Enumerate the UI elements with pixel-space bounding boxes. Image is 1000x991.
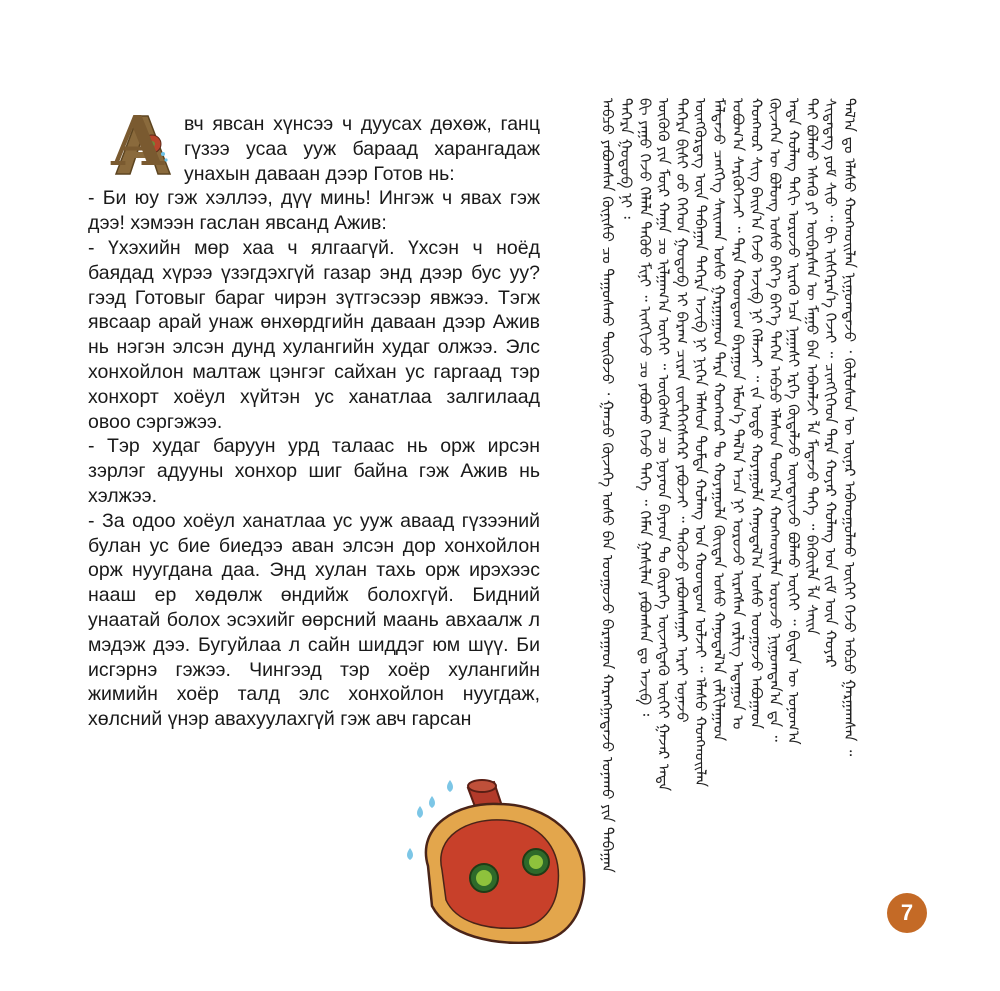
mongolian-column: ᠦᠬᠦᠬᠦ ᠶᠢᠨ ᠮᠥᠷ ᠬᠠᠭᠠ ᠴᠤ ᠢᠯᠭᠠᠭ᠎ᠠ ᠦᠭᠡᠢ ᠃ ᠦᠬᠦᠭᠰᠡᠨ ᠴᠤ ᠨᠣᠶᠠᠳ ᠪᠠᠶᠠᠳ ᠲᠤ ᠬᠦᠷᠡᠭᠡ ᠦᠵᠡᠭᠳᠡᠬᠦ ᠦᠭᠡᠢ ᠭᠠᠵᠠᠷ ᠡᠨᠳᠡ [654, 98, 673, 792]
opening-paragraph: вч явсан хүнсээ ч дуусах дөхөж, ганц гүзээ усаа ууж бараад харангадаж унахын даваан дээр Готов нь: [184, 113, 540, 185]
mongolian-column: ᠳᠡᠭᠡᠷᠡ ᠪᠢᠰᠢ ᠤᠤ ᠭᠡᠭᠡᠳ ᠭᠣᠲᠣᠪ ᠢ ᠪᠠᠷᠠᠭ ᠴᠢᠷᠡᠨ ᠵᠦᠲᠭᠡᠭᠰᠡᠭᠡᠷ ᠶᠠᠪᠤᠵᠠᠢ ᠃ ᠲᠡᠭᠦᠵᠦ ᠶᠠᠪᠤᠭᠰᠠᠭᠠᠷ ᠠᠷᠠᠢ ᠤᠨᠠᠵᠤ [672, 98, 691, 723]
mongolian-column: ᠥᠩᠬᠥᠷᠳᠡᠭ ᠦᠨ ᠳᠠᠪᠠᠭᠠᠨ ᠳᠡᠭᠡᠷᠡ ᠠᠵᠢᠪ ᠨᠢ ᠨᠢᠭᠡᠨ ᠡᠯᠡᠰᠦᠨ ᠳᠤᠮᠳᠠ ᠬᠤᠯᠠᠩ ᠤᠨ ᠬᠤᠳᠳᠤᠭ ᠣᠯᠵᠠᠢ ᠃ ᠡᠯᠡᠰᠦ ᠬᠣᠩᠬᠣᠢᠯᠠᠨ [691, 98, 710, 788]
pot-illustration [398, 766, 590, 944]
mongolian-column: ᠣᠪᠤᠭ᠎ᠠ ᠰᠡᠷᠭᠦᠭᠡᠵᠡᠢ ᠃ ᠲᠡᠷᠡ ᠬᠤᠳᠳᠤᠭ ᠪᠠᠷᠠᠭᠤᠨ ᠡᠮᠦᠨ᠎ᠡ ᠲᠠᠯ᠎ᠠ ᠠᠴᠠ ᠨᠢ ᠣᠷᠣᠵᠤ ᠢᠷᠡᠭᠰᠡᠨ ᠵᠡᠷᠯᠢᠭ ᠠᠳᠠᠭᠤᠨ ᠤ [728, 98, 747, 730]
gourd-flask-icon [398, 766, 590, 944]
story-paragraph: - Тэр худаг баруун урд талаас нь орж ирсэн зэрлэг адууны хонхор шиг байна гэж Ажив нь хэлжээ. [88, 435, 540, 507]
cyrillic-story-text [88, 102, 540, 732]
dropcap-letter: А [110, 102, 166, 182]
page-number-badge: 7 [887, 893, 927, 933]
mongolian-column: ᠡᠨᠳᠡ ᠬᠤᠯᠠᠩ ᠲᠠᠬᠢ ᠣᠷᠣᠵᠤ ᠢᠷᠡᠬᠦ ᠡᠴᠡ ᠨᠠᠭᠠᠰᠢ ᠡᠷᠭᠡ ᠬᠥᠳᠡᠯᠵᠦ ᠥᠨᠳᠡᠢᠵᠦ ᠪᠣᠯᠬᠤ ᠦᠭᠡᠢ ᠃ ᠪᠢᠳᠡᠨ ᠦ ᠤᠨᠤᠭ᠎ᠠ [784, 98, 803, 745]
mongolian-column: ᠬᠣᠩᠬᠣᠷ ᠰᠢᠭ ᠪᠠᠢᠨ᠎ᠠ ᠭᠡᠵᠦ ᠠᠵᠢᠪ ᠨᠢ ᠬᠡᠯᠡᠵᠡᠢ ᠃ ᠵᠠ ᠣᠳᠣ ᠬᠣᠶᠠᠭᠤᠯᠠ ᠬᠠᠨᠤᠲᠠᠯ᠎ᠠ ᠤᠰᠤ ᠤᠤᠭᠤᠵᠤ ᠠᠪᠤᠭᠠᠳ [747, 98, 766, 729]
mongolian-column: ᠪᠢ ᠶᠠᠭᠤ ᠭᠡᠵᠦ ᠬᠡᠯᠡᠯᠡ ᠳᠡᠭᠦᠦ ᠮᠢᠨᠢ ᠃ ᠢᠩᠭᠢᠵᠦ ᠴᠤ ᠶᠠᠪᠤᠬᠤ ᠭᠡᠵᠦ ᠳᠡᠭᠡ ᠃ ᠬᠡᠮᠡᠨ ᠭᠠᠰᠢᠯᠠᠨ ᠶᠠᠪᠤᠭᠰᠠᠨ ᠳᠤ ᠠᠵᠢᠪ ᠄ [635, 98, 654, 717]
story-paragraph: - За одоо хоёул ханатлаа ус ууж аваад гүзээний булан ус бие биедээ аван элсэн дор хонхойлон орж нуугдана даа. Энд хулан тахь орж ирэхээс нааш ер хөдөлж өндийж болохгүй. Бидний унаатай болох эсэхийг өөрсний маань авхаалж л мэдэж дээ. Бугуйлаа л сайн шиддэг юм шүү. Би исгэрнэ гэжээ. Чингээд тэр хоёр хулангийн жимийн хоёр талд элс хонхойлон нуугдаж, хөлсний үнэр авахуулахгүй гэж авч гарсан [88, 509, 540, 731]
story-paragraph: - Үхэхийн мөр хаа ч ялгаагүй. Үхсэн ч ноёд баядад хүрээ үзэгдэхгүй газар энд дээр бус уу? гээд Готовыг бараг чирэн зүтгэсээр явжээ. Тэгж явсаар арай унаж өнхөрдгийн даваан дээр Ажив нь нэгэн элсэн дунд хулангийн худаг олжээ. Элс хонхойлон малтаж цэнгэг сайхан ус гаргаад тэр хонхорт хоёул хүйтэн ус ханатлаа залгилаад овоо сэргэжээ. [88, 236, 540, 433]
story-paragraph: - Би юу гэж хэллээ, дүү минь! Ингэж ч явах гэж дээ! хэмээн гаслан явсанд Ажив: [88, 187, 540, 235]
mongolian-column: ᠰᠢᠳᠡᠳᠡᠭ ᠶᠤᠮ ᠰᠢᠦ ᠃ ᠪᠢ ᠢᠰᠬᠡᠷᠡᠨ᠎ᠡ ᠭᠡᠵᠡᠢ ᠃ ᠴᠢᠩᠭᠢᠭᠡᠳ ᠲᠡᠷᠡ ᠬᠣᠶᠠᠷ ᠬᠤᠯᠠᠩ ᠤᠨ ᠵᠢᠮ ᠦᠨ ᠬᠣᠶᠠᠷ [821, 98, 840, 668]
dropcap-illustration [108, 102, 174, 182]
mongolian-column: ᠮᠠᠯᠲᠠᠵᠤ ᠴᠡᠩᠭᠡᠭ ᠰᠠᠢᠬᠠᠨ ᠤᠰᠤ ᠭᠠᠷᠭᠠᠭᠠᠳ ᠲᠡᠷᠡ ᠬᠣᠩᠬᠣᠷ ᠲᠤ ᠬᠣᠶᠠᠭᠤᠯᠠ ᠬᠦᠢᠲᠡᠨ ᠤᠰᠤ ᠬᠠᠨᠤᠲᠠᠯ᠎ᠠ ᠵᠠᠯᠭᠢᠯᠠᠭᠠᠳ [710, 98, 729, 742]
mongolian-column: ᠲᠠᠯ᠎ᠠ ᠳᠤ ᠡᠯᠡᠰᠦ ᠬᠣᠩᠬᠣᠢᠯᠠᠨ ᠨᠢᠭᠤᠭᠳᠠᠵᠤ ᠂ ᠬᠥᠯᠥᠰᠦᠨ ᠦ ᠦᠨᠡᠷ ᠠᠪᠬᠤᠭᠤᠯᠬᠤ ᠦᠭᠡᠢ ᠭᠡᠵᠦ ᠠᠪᠴᠤ ᠭᠠᠷᠭᠠᠭᠰᠠᠨ ᠃ [840, 98, 859, 757]
mongolian-column: ᠭᠦᠵᠡᠭᠡᠨ ᠦ ᠪᠤᠯᠤᠩ ᠤᠰᠤ ᠪᠡᠶ᠎ᠡ ᠪᠡᠶ᠎ᠡ ᠳᠡᠭᠡᠨ ᠠᠪᠴᠤ ᠡᠯᠡᠰᠦᠨ ᠳᠣᠣᠷ᠎ᠠ ᠬᠣᠩᠬᠣᠢᠯᠠᠨ ᠣᠷᠣᠵᠤ ᠨᠢᠭᠤᠭᠳᠠᠨ᠎ᠠ ᠳᠠ ᠃ [765, 98, 784, 742]
mongolian-script-text [598, 98, 898, 898]
mongolian-column: ᠲᠠᠢ ᠪᠣᠯᠬᠤ ᠡᠰᠡᠬᠦ ᠶᠢ ᠥᠪᠡᠷᠰᠡᠨ ᠦ ᠮᠠᠭᠤ ᠪᠠᠨ ᠠᠪᠬᠠᠯᠵᠢ ᠯᠠ ᠮᠡᠳᠡᠵᠦ ᠳᠡᠭᠡ ᠃ ᠪᠡᠭᠦᠢᠯᠠ ᠯᠠ ᠰᠠᠢᠨ [803, 98, 822, 635]
mongolian-column: ᠠᠪᠴᠤ ᠶᠠᠪᠤᠭᠰᠠᠨ ᠬᠦᠨᠢᠰᠦ ᠴᠤ ᠳᠠᠭᠤᠰᠬᠤ ᠳᠥᠬᠥᠵᠦ ᠂ ᠭᠠᠨᠴᠤ ᠭᠦᠵᠡᠭᠡ ᠤᠰᠤ ᠪᠠᠨ ᠤᠤᠭᠤᠵᠤ ᠪᠠᠷᠠᠭᠠᠳ ᠬᠠᠷᠠᠩᠭᠠᠳᠠᠵᠤ ᠤᠨᠠᠬᠤ ᠶᠢᠨ ᠳᠠᠪᠠᠭᠠᠨ ᠳᠡᠭᠡᠷᠡ ᠭᠣᠲᠣᠪ ᠨᠢ ᠄ [598, 98, 636, 873]
